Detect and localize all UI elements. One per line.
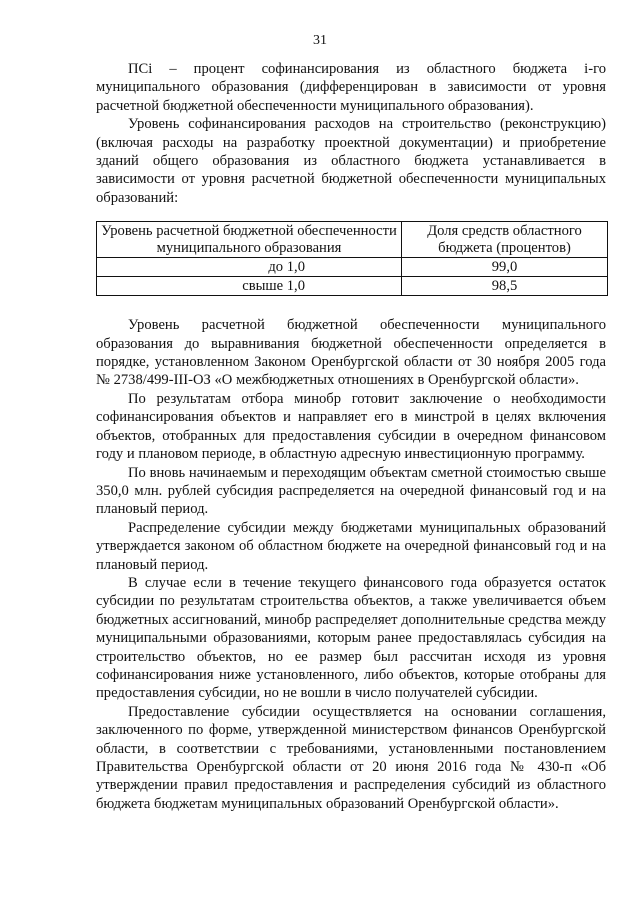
document-body <box>96 60 606 813</box>
table-header-row <box>97 222 608 258</box>
table-row <box>97 258 608 277</box>
paragraph-psi-definition: ПСi – процент софинансирования из областного бюджета i-го муниципального образования (дифференцирован в зависимости от уровня расчетной бюджетной обеспеченности муниципального образования). <box>96 61 606 114</box>
table-row <box>97 277 608 296</box>
paragraph-budget-level-definition: Уровень расчетной бюджетной обеспеченности муниципального образования до выравнивания бюджетной обеспеченности определяется в порядке, установленном Законом Оренбургской области от 30 ноября 2005 года № 2738/499-III-ОЗ «О межбюджетных отношениях в Оренбургской области». <box>96 317 606 389</box>
paragraph-remainder: В случае если в течение текущего финансового года образуется остаток субсидии по результатам строительства объектов, а также увеличивается объем бюджетных ассигнований, минобр распределяет дополнительные средства между муниципальными образованиями, которым ранее предоставлялась субсидия на строительство объектов, но ее размер был рассчитан исходя из уровня софинансирования ниже установленного, либо объектов, которые отобраны для предоставления субсидии, но не вошли в число получателей субсидии. <box>96 574 606 702</box>
paragraph-agreement: Предоставление субсидии осуществляется на основании соглашения, заключенного по форме, утвержденной министерством финансов Оренбургской области, в соответствии с требованиями, установленными постановлением Правительства Оренбургской области от 20 июня 2016 года № 430-п «Об утверждении правил предоставления и распределения субсидий из областного бюджета бюджетам муниципальных образований Оренбургской области». <box>96 703 606 812</box>
paragraph-cofinancing-level: Уровень софинансирования расходов на строительство (реконструкцию) (включая расходы на разработку проектной документации) и приобретение зданий общего образования из областного бюджета устанавливается в зависимости от уровня расчетной бюджетной обеспеченности муниципальных образований: <box>96 116 606 206</box>
header-budget-level: Уровень расчетной бюджетной обеспеченности муниципального образования <box>97 222 402 258</box>
cell-level: свыше 1,0 <box>97 277 402 296</box>
paragraph-distribution: Распределение субсидии между бюджетами муниципальных образований утверждается законом об областном бюджете на очередной финансовый год и на плановый период. <box>96 519 606 573</box>
cell-level: до 1,0 <box>97 258 402 277</box>
page-number: 31 <box>313 33 327 48</box>
paragraph-large-objects: По вновь начинаемым и переходящим объектам сметной стоимостью свыше 350,0 млн. рублей субсидия распределяется на очередной финансовый год и на плановый период. <box>96 464 606 518</box>
header-regional-share: Доля средств областного бюджета (процентов) <box>402 222 608 258</box>
cell-share: 98,5 <box>402 277 608 296</box>
paragraph-selection-results: По результатам отбора минобр готовит заключение о необходимости софинансирования объектов и направляет его в минстрой в целях включения объектов, отобранных для предоставления субсидии в очередном финансовом году и плановом периоде, в областную адресную инвестиционную программу. <box>96 390 606 463</box>
cofinancing-table <box>96 221 608 296</box>
cell-share: 99,0 <box>402 258 608 277</box>
